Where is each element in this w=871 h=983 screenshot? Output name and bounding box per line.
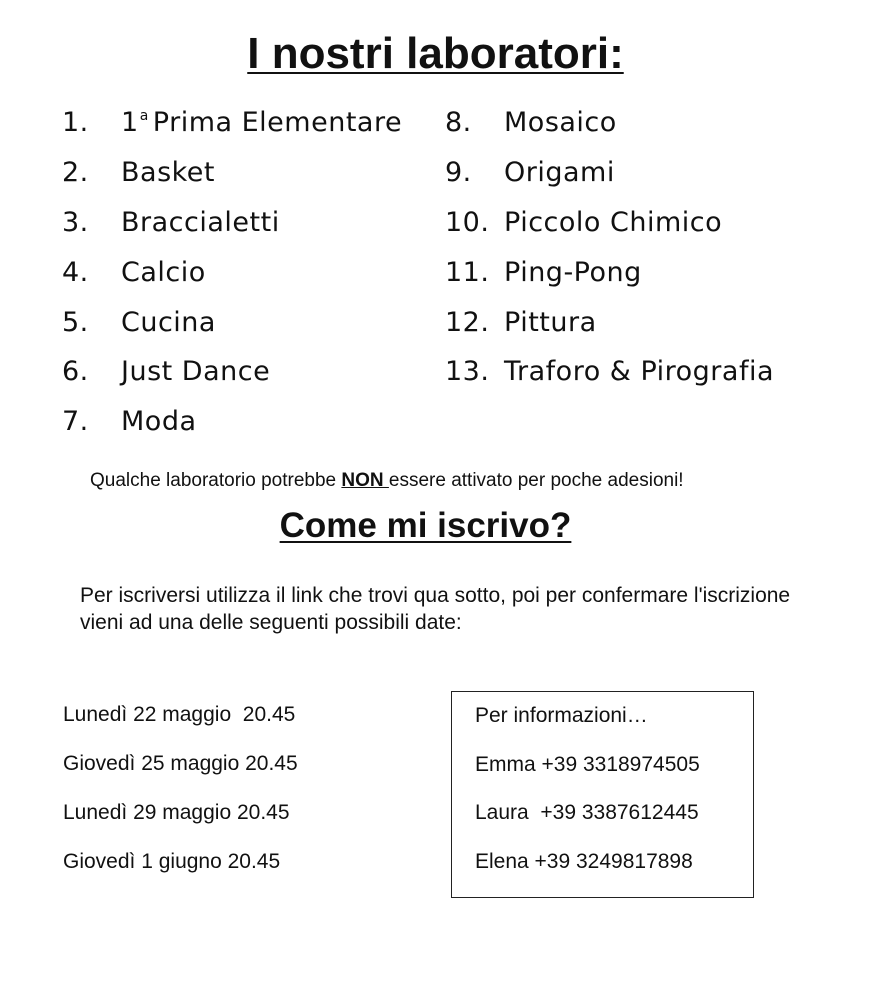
lab-item: [62, 397, 402, 447]
lab-number: 11.: [445, 256, 490, 288]
lab-label: Cucina: [121, 306, 216, 338]
lab-ordinal-number: 1: [121, 107, 139, 139]
warning-text-before: Qualche laboratorio potrebbe: [90, 470, 342, 491]
lab-label: [121, 107, 402, 138]
signup-instructions: Per iscriversi utilizza il link che trovi qua sotto, poi per confermare l'iscrizione vieni ad una delle seguenti possibili date:: [80, 584, 791, 634]
lab-label: Just Dance: [121, 356, 271, 388]
lab-item: [445, 148, 774, 198]
date-item: Giovedì 25 maggio 20.45: [63, 751, 298, 775]
lab-label: Moda: [121, 406, 197, 438]
lab-list-left: [62, 98, 402, 447]
date-list: [63, 690, 298, 886]
lab-item: [62, 247, 402, 297]
lab-number: 9.: [445, 157, 472, 189]
lab-number: 8.: [445, 107, 472, 139]
lab-label-text: Prima Elementare: [152, 107, 403, 139]
lab-number: 4.: [62, 256, 89, 288]
lab-number: 7.: [62, 406, 89, 438]
lab-number: 10.: [445, 206, 490, 238]
contact-list: [475, 692, 700, 886]
lab-label: Traforo & Pirografia: [504, 356, 774, 388]
lab-item: [62, 198, 402, 248]
lab-label: Ping-Pong: [504, 256, 642, 288]
warning-emphasis: NON: [341, 470, 389, 491]
date-item: Lunedì 22 maggio 20.45: [63, 702, 296, 726]
contact-item: Elena +39 3249817898: [475, 849, 693, 873]
contact-item: Emma +39 3318974505: [475, 752, 700, 776]
lab-label: Mosaico: [504, 107, 617, 139]
lab-number: 2.: [62, 157, 89, 189]
date-item: Lunedì 29 maggio 20.45: [63, 800, 290, 824]
lab-number: 3.: [62, 206, 89, 238]
lab-item: [62, 347, 402, 397]
lab-number: 5.: [62, 306, 89, 338]
lab-item: [445, 347, 774, 397]
lab-item: [445, 98, 774, 148]
lab-label: Calcio: [121, 256, 206, 288]
lab-item: [445, 297, 774, 347]
lab-label: Pittura: [504, 306, 597, 338]
lab-number: 1.: [62, 107, 89, 139]
section-title: Come mi iscrivo?: [279, 506, 572, 545]
lab-item: [62, 98, 402, 148]
lab-label: Piccolo Chimico: [504, 206, 723, 238]
activation-warning: [90, 468, 684, 494]
info-heading: Per informazioni…: [475, 704, 648, 728]
lab-item: [62, 297, 402, 347]
lab-list-right: [445, 98, 774, 397]
lab-item: [445, 198, 774, 248]
warning-text-after: essere attivato per poche adesioni!: [388, 470, 684, 491]
info-box: [451, 691, 754, 898]
date-item: Giovedì 1 giugno 20.45: [63, 849, 281, 873]
lab-label: Basket: [121, 157, 216, 189]
page-title: I nostri laboratori:: [247, 29, 624, 78]
lab-number: 13.: [445, 356, 490, 388]
lab-item: [445, 247, 774, 297]
lab-number: 6.: [62, 356, 89, 388]
lab-label: Braccialetti: [121, 206, 280, 238]
lab-label: Origami: [504, 157, 615, 189]
lab-ordinal-superscript: a: [139, 108, 149, 125]
lab-item: [62, 148, 402, 198]
lab-number: 12.: [445, 306, 490, 338]
contact-item: Laura +39 3387612445: [475, 801, 699, 825]
